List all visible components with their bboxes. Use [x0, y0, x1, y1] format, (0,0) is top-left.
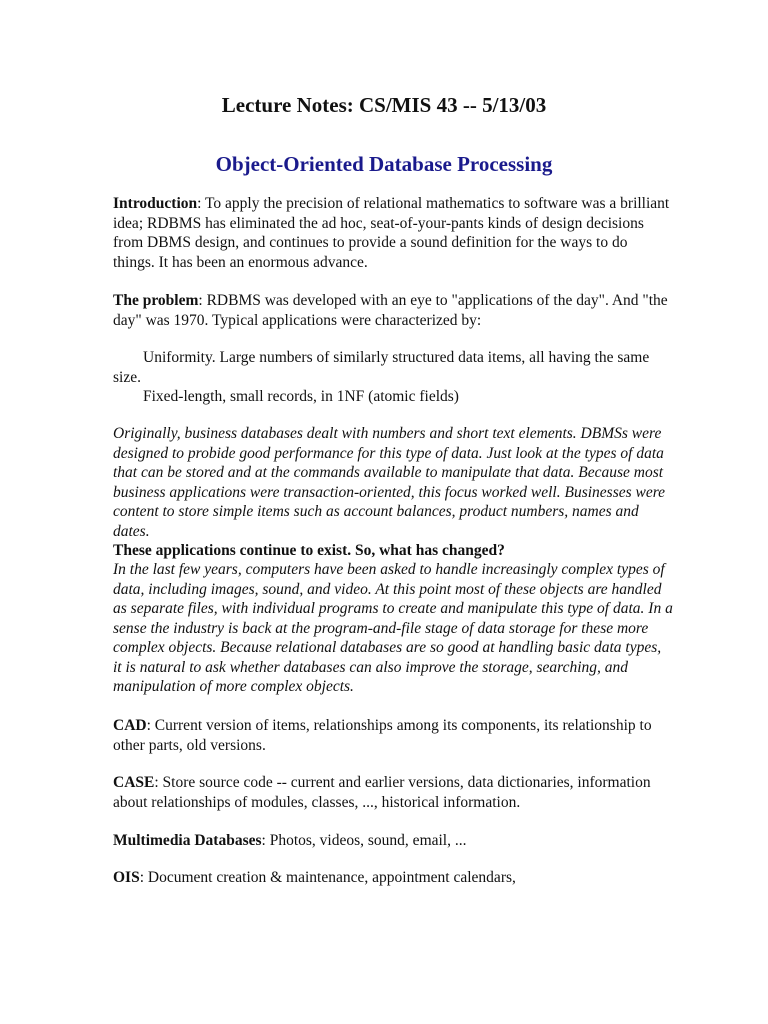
question-line: These applications continue to exist. So, what has changed? — [113, 542, 505, 559]
multimedia-paragraph — [113, 831, 673, 851]
page-title: Lecture Notes: CS/MIS 43 -- 5/13/03 — [221, 93, 547, 117]
characteristic-fixed-length: Fixed-length, small records, in 1NF (atomic fields) — [143, 388, 459, 405]
originally-paragraph: Originally, business databases dealt with numbers and short text elements. DBMSs were designed to probide good performance for this type of data. Just look at the types of data that can be stored and at the commands available to manipulate that data. Because most business applications were transaction-oriented, this focus worked well. Businesses were content to store simple items such as account balances, product numbers, names and dates. — [113, 425, 666, 540]
case-paragraph — [113, 773, 673, 812]
problem-text: : RDBMS was developed with an eye to "applications of the day". And "the day" was 1970. Typical applications were characterized by: — [113, 292, 668, 329]
ois-paragraph — [113, 868, 673, 888]
problem-paragraph — [113, 291, 673, 330]
introduction-text: : To apply the precision of relational mathematics to software was a brilliant idea; RDBMS has eliminated the ad hoc, seat-of-your-pants kinds of design decisions from DBMS design, and continues to provide a sound definition for the ways to do things. It has been an enormous advance. — [113, 195, 670, 271]
multimedia-label: Multimedia Databases — [113, 832, 262, 849]
problem-label: The problem — [113, 292, 199, 309]
introduction-paragraph — [113, 194, 673, 272]
recent-paragraph: In the last few years, computers have been asked to handle increasingly complex types of data, including images, sound, and video. At this point most of these objects are handled as separate files, with individual programs to create and manipulate this type of data. In a sense the industry is back at the program-and-file stage of data storage for these more complex objects. Because relational databases are so good at handling basic data types, it is natural to ask whether databases can also improve the storage, searching, and manipulation of more complex objects. — [113, 561, 673, 695]
multimedia-text: : Photos, videos, sound, email, ... — [261, 832, 467, 849]
cad-label: CAD — [113, 717, 147, 734]
page-subtitle: Object-Oriented Database Processing — [215, 152, 553, 176]
cad-text: : Current version of items, relationships among its components, its relationship to other parts, old versions. — [113, 717, 652, 754]
ois-label: OIS — [113, 869, 140, 886]
ois-text: : Document creation & maintenance, appointment calendars, — [139, 869, 516, 886]
characteristic-uniformity: Uniformity. Large numbers of similarly structured data items, all having the same size. — [113, 349, 650, 386]
introduction-label: Introduction — [113, 195, 198, 212]
case-label: CASE — [113, 774, 155, 791]
case-text: : Store source code -- current and earlier versions, data dictionaries, information about relationships of modules, classes, ..., historical information. — [113, 774, 651, 811]
cad-paragraph — [113, 716, 673, 755]
